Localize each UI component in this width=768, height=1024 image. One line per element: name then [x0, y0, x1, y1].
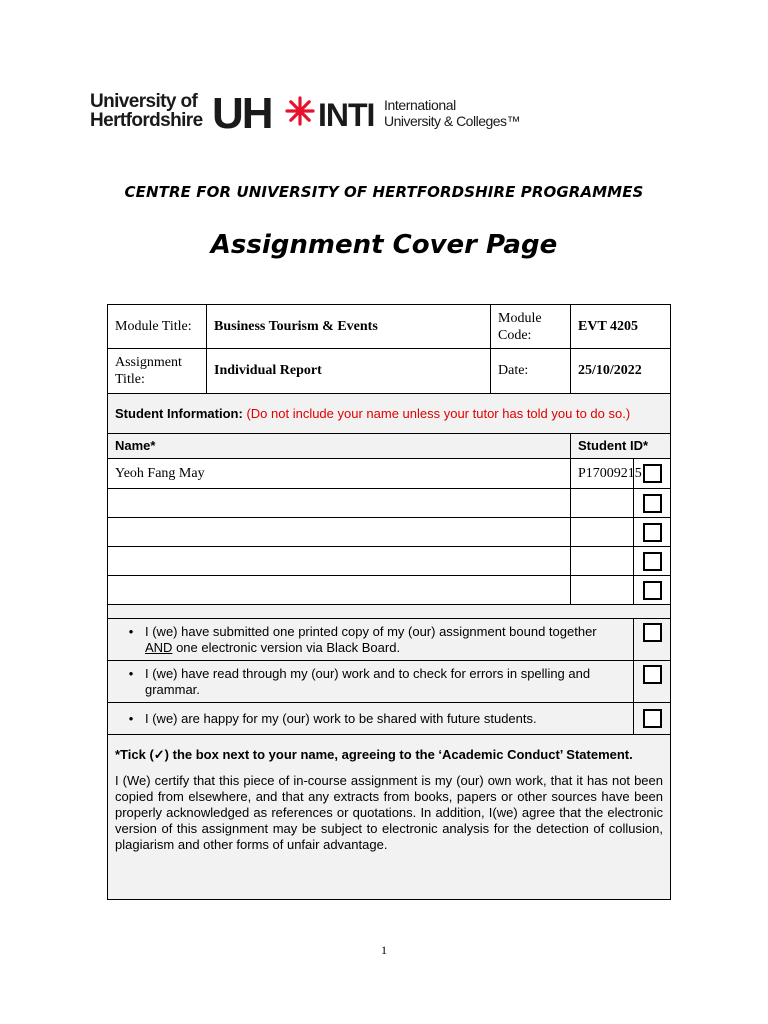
student-row: [108, 489, 671, 518]
student-checkbox[interactable]: [643, 552, 662, 571]
assignment-title-value[interactable]: Individual Report: [207, 349, 491, 394]
student-checkbox[interactable]: [643, 464, 662, 483]
tick-instruction: *Tick (✓) the box next to your name, agreeing to the ‘Academic Conduct’ Statement.: [115, 747, 633, 762]
declaration-item: [108, 619, 634, 661]
declaration-row: [108, 661, 671, 703]
name-column-header: Name*: [108, 434, 571, 459]
inti-name-line2: University & Colleges™: [384, 113, 521, 129]
student-name-field[interactable]: [108, 547, 571, 576]
declaration-checkbox[interactable]: [643, 623, 662, 642]
student-name-field[interactable]: Yeoh Fang May: [108, 459, 571, 489]
university-logo: [88, 88, 528, 134]
centre-title: CENTRE FOR UNIVERSITY OF HERTFORDSHIRE PROGRAMMES: [124, 183, 644, 201]
student-checkbox[interactable]: [643, 581, 662, 600]
asterisk-star-icon: [287, 98, 313, 124]
bullet-marker: •: [128, 710, 134, 726]
bullet-marker: •: [128, 623, 134, 639]
student-checkbox[interactable]: [643, 523, 662, 542]
student-info-cell: [108, 394, 671, 434]
student-name-field[interactable]: [108, 489, 571, 518]
declaration-text: I (we) have submitted one printed copy of my (our) assignment bound together AND one electronic version via Black Board.: [145, 623, 597, 655]
student-info-row: [108, 394, 671, 434]
declaration-checkbox[interactable]: [643, 709, 662, 728]
certification-text: I (We) certify that this piece of in-course assignment is my (our) own work, that it has not been copied from elsewhere, and that any extracts from books, papers or other sources have been properly acknowledged as references or quotations. In addition, I(we) agree that the electronic version of this assignment may be subject to electronic analysis for the detection of collusion, plagiarism and other forms of unfair advantage.: [115, 773, 664, 852]
module-title-value[interactable]: Business Tourism & Events: [207, 305, 491, 349]
declaration-row: [108, 703, 671, 735]
declaration-item: [108, 661, 634, 703]
assignment-title-label: Assignment Title:: [108, 349, 207, 394]
date-value[interactable]: 25/10/2022: [571, 349, 671, 394]
date-label: Date:: [491, 349, 571, 394]
student-info-label: Student Information:: [115, 405, 243, 421]
declaration-text: I (we) have read through my (our) work and to check for errors in spelling and grammar.: [145, 665, 591, 697]
module-code-label: Module Code:: [491, 305, 571, 349]
student-row: [108, 459, 671, 489]
student-row: [108, 547, 671, 576]
inti-mark: INTI: [318, 97, 375, 133]
student-row: [108, 518, 671, 547]
uh-mark: UH: [212, 89, 272, 134]
module-title-label: Module Title:: [108, 305, 207, 349]
inti-name-line1: International: [384, 97, 456, 113]
student-row: [108, 576, 671, 605]
academic-conduct-statement: [108, 735, 671, 900]
declaration-checkbox[interactable]: [643, 665, 662, 684]
assignment-title-row: [108, 349, 671, 394]
declaration-item: [108, 703, 634, 735]
student-name-field[interactable]: [108, 576, 571, 605]
page-number: 1: [381, 943, 387, 957]
uh-name-line2: Hertfordshire: [90, 110, 203, 131]
student-id-field[interactable]: [571, 518, 634, 547]
student-name-field[interactable]: [108, 518, 571, 547]
declaration-and-emphasis: AND: [145, 639, 173, 655]
student-id-field[interactable]: P17009215: [571, 459, 634, 489]
student-header-row: [108, 434, 671, 459]
student-id-field[interactable]: [571, 576, 634, 605]
module-code-value[interactable]: EVT 4205: [571, 305, 671, 349]
module-title-row: [108, 305, 671, 349]
student-info-note: (Do not include your name unless your tutor has told you to do so.): [246, 405, 631, 421]
spacer-cell: [108, 605, 671, 619]
academic-conduct-row: [108, 735, 671, 900]
declaration-row: [108, 619, 671, 661]
student-id-field[interactable]: [571, 489, 634, 518]
uh-name-line1: University of: [90, 91, 198, 112]
student-checkbox[interactable]: [643, 494, 662, 513]
declaration-text: I (we) are happy for my (our) work to be shared with future students.: [145, 710, 537, 726]
cover-form-table: [107, 304, 671, 900]
student-id-column-header: Student ID*: [571, 434, 671, 459]
cover-page-title: Assignment Cover Page: [210, 230, 558, 260]
bullet-marker: •: [128, 665, 134, 681]
student-id-field[interactable]: [571, 547, 634, 576]
spacer-row: [108, 605, 671, 619]
